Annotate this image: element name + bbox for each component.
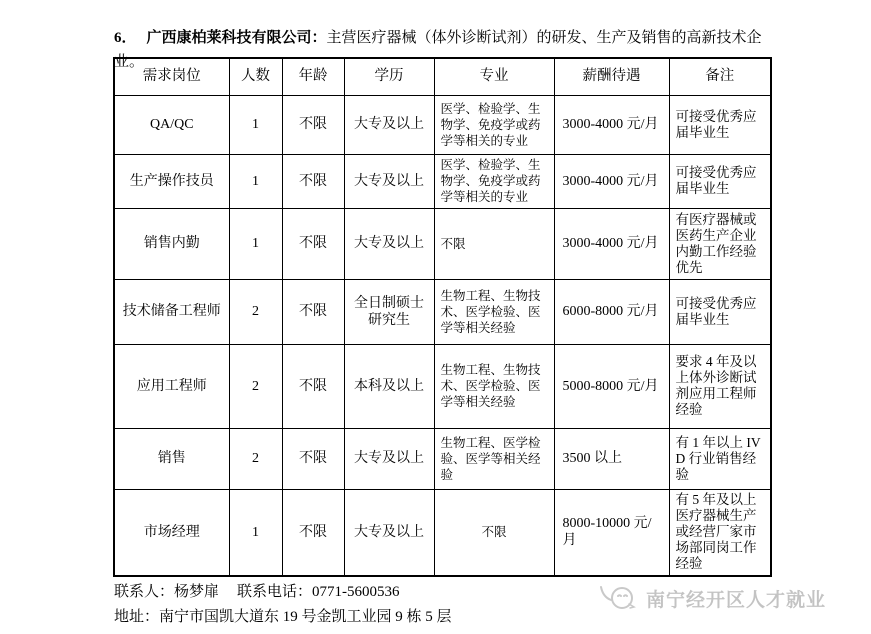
cell-age: 不限 xyxy=(282,489,344,576)
table-row xyxy=(114,344,771,428)
cell-major: 生物工程、生物技术、医学检验、医学等相关经验 xyxy=(434,344,554,428)
cell-education: 大专及以上 xyxy=(344,95,434,154)
cell-headcount: 2 xyxy=(229,428,282,489)
cell-headcount: 1 xyxy=(229,208,282,279)
address-label: 地址： xyxy=(114,609,160,625)
cell-age: 不限 xyxy=(282,154,344,208)
cell-remarks: 可接受优秀应届毕业生 xyxy=(669,95,771,154)
address-value: 南宁市国凯大道东 19 号金凯工业园 9 栋 5 层 xyxy=(159,609,452,625)
cell-remarks: 可接受优秀应届毕业生 xyxy=(669,279,771,344)
cell-position: 技术储备工程师 xyxy=(114,279,229,344)
cell-age: 不限 xyxy=(282,428,344,489)
contact-line xyxy=(114,580,634,605)
cell-salary: 3500 以上 xyxy=(554,428,669,489)
table-header-row xyxy=(114,58,771,95)
cell-remarks: 有医疗器械或医药生产企业内勤工作经验优先 xyxy=(669,208,771,279)
title-description: 主营医疗器械（体外诊断试剂）的研发、生产及销售的高新技术企业。 xyxy=(114,30,762,70)
cell-position: 市场经理 xyxy=(114,489,229,576)
cell-position: 应用工程师 xyxy=(114,344,229,428)
cell-major: 生物工程、生物技术、医学检验、医学等相关经验 xyxy=(434,279,554,344)
cell-major: 医学、检验学、生物学、免疫学或药学等相关的专业 xyxy=(434,154,554,208)
bird-logo-icon xyxy=(598,584,640,612)
table-row xyxy=(114,154,771,208)
cell-salary: 6000-8000 元/月 xyxy=(554,279,669,344)
cell-salary: 3000-4000 元/月 xyxy=(554,208,669,279)
cell-salary: 5000-8000 元/月 xyxy=(554,344,669,428)
watermark-text: 南宁经开区人才就业 xyxy=(646,589,827,611)
cell-headcount: 1 xyxy=(229,154,282,208)
cell-education: 大专及以上 xyxy=(344,154,434,208)
cell-salary: 8000-10000 元/月 xyxy=(554,489,669,576)
cell-headcount: 2 xyxy=(229,279,282,344)
cell-major: 医学、检验学、生物学、免疫学或药学等相关的专业 xyxy=(434,95,554,154)
header-age: 年龄 xyxy=(282,58,344,95)
cell-age: 不限 xyxy=(282,279,344,344)
header-major: 专业 xyxy=(434,58,554,95)
table-row xyxy=(114,489,771,576)
header-headcount: 人数 xyxy=(229,58,282,95)
header-remarks: 备注 xyxy=(669,58,771,95)
jobs-table xyxy=(113,57,772,577)
cell-position: 销售 xyxy=(114,428,229,489)
cell-salary: 3000-4000 元/月 xyxy=(554,154,669,208)
cell-remarks: 可接受优秀应届毕业生 xyxy=(669,154,771,208)
contact-phone-label: 联系电话： xyxy=(237,584,313,600)
address-line xyxy=(114,605,634,630)
cell-major: 不限 xyxy=(434,489,554,576)
cell-major: 生物工程、医学检验、医学等相关经验 xyxy=(434,428,554,489)
cell-remarks: 要求 4 年及以上体外诊断试剂应用工程师经验 xyxy=(669,344,771,428)
title-number: 6． xyxy=(114,30,137,46)
cell-education: 大专及以上 xyxy=(344,428,434,489)
cell-remarks: 有 1 年以上 IVD 行业销售经验 xyxy=(669,428,771,489)
cell-position: 销售内勤 xyxy=(114,208,229,279)
contact-person-label: 联系人： xyxy=(114,584,175,600)
cell-headcount: 2 xyxy=(229,344,282,428)
cell-age: 不限 xyxy=(282,344,344,428)
contact-phone-number: 0771-5600536 xyxy=(312,584,400,600)
header-position: 需求岗位 xyxy=(114,58,229,95)
cell-remarks: 有 5 年及以上医疗器械生产或经营厂家市场部同岗工作经验 xyxy=(669,489,771,576)
table-row xyxy=(114,95,771,154)
cell-headcount: 1 xyxy=(229,95,282,154)
cell-education: 大专及以上 xyxy=(344,208,434,279)
table-row xyxy=(114,279,771,344)
cell-major: 不限 xyxy=(434,208,554,279)
table-row xyxy=(114,428,771,489)
header-salary: 薪酬待遇 xyxy=(554,58,669,95)
cell-age: 不限 xyxy=(282,208,344,279)
contact-person-name: 杨梦扉 xyxy=(174,584,220,600)
table-row xyxy=(114,208,771,279)
watermark xyxy=(598,584,826,612)
cell-age: 不限 xyxy=(282,95,344,154)
title-company-name: 广西康柏莱科技有限公司： xyxy=(146,30,327,46)
header-education: 学历 xyxy=(344,58,434,95)
cell-education: 本科及以上 xyxy=(344,344,434,428)
cell-position: 生产操作技员 xyxy=(114,154,229,208)
cell-headcount: 1 xyxy=(229,489,282,576)
cell-education: 全日制硕士研究生 xyxy=(344,279,434,344)
contact-footer xyxy=(114,580,634,630)
cell-position: QA/QC xyxy=(114,95,229,154)
cell-education: 大专及以上 xyxy=(344,489,434,576)
cell-salary: 3000-4000 元/月 xyxy=(554,95,669,154)
